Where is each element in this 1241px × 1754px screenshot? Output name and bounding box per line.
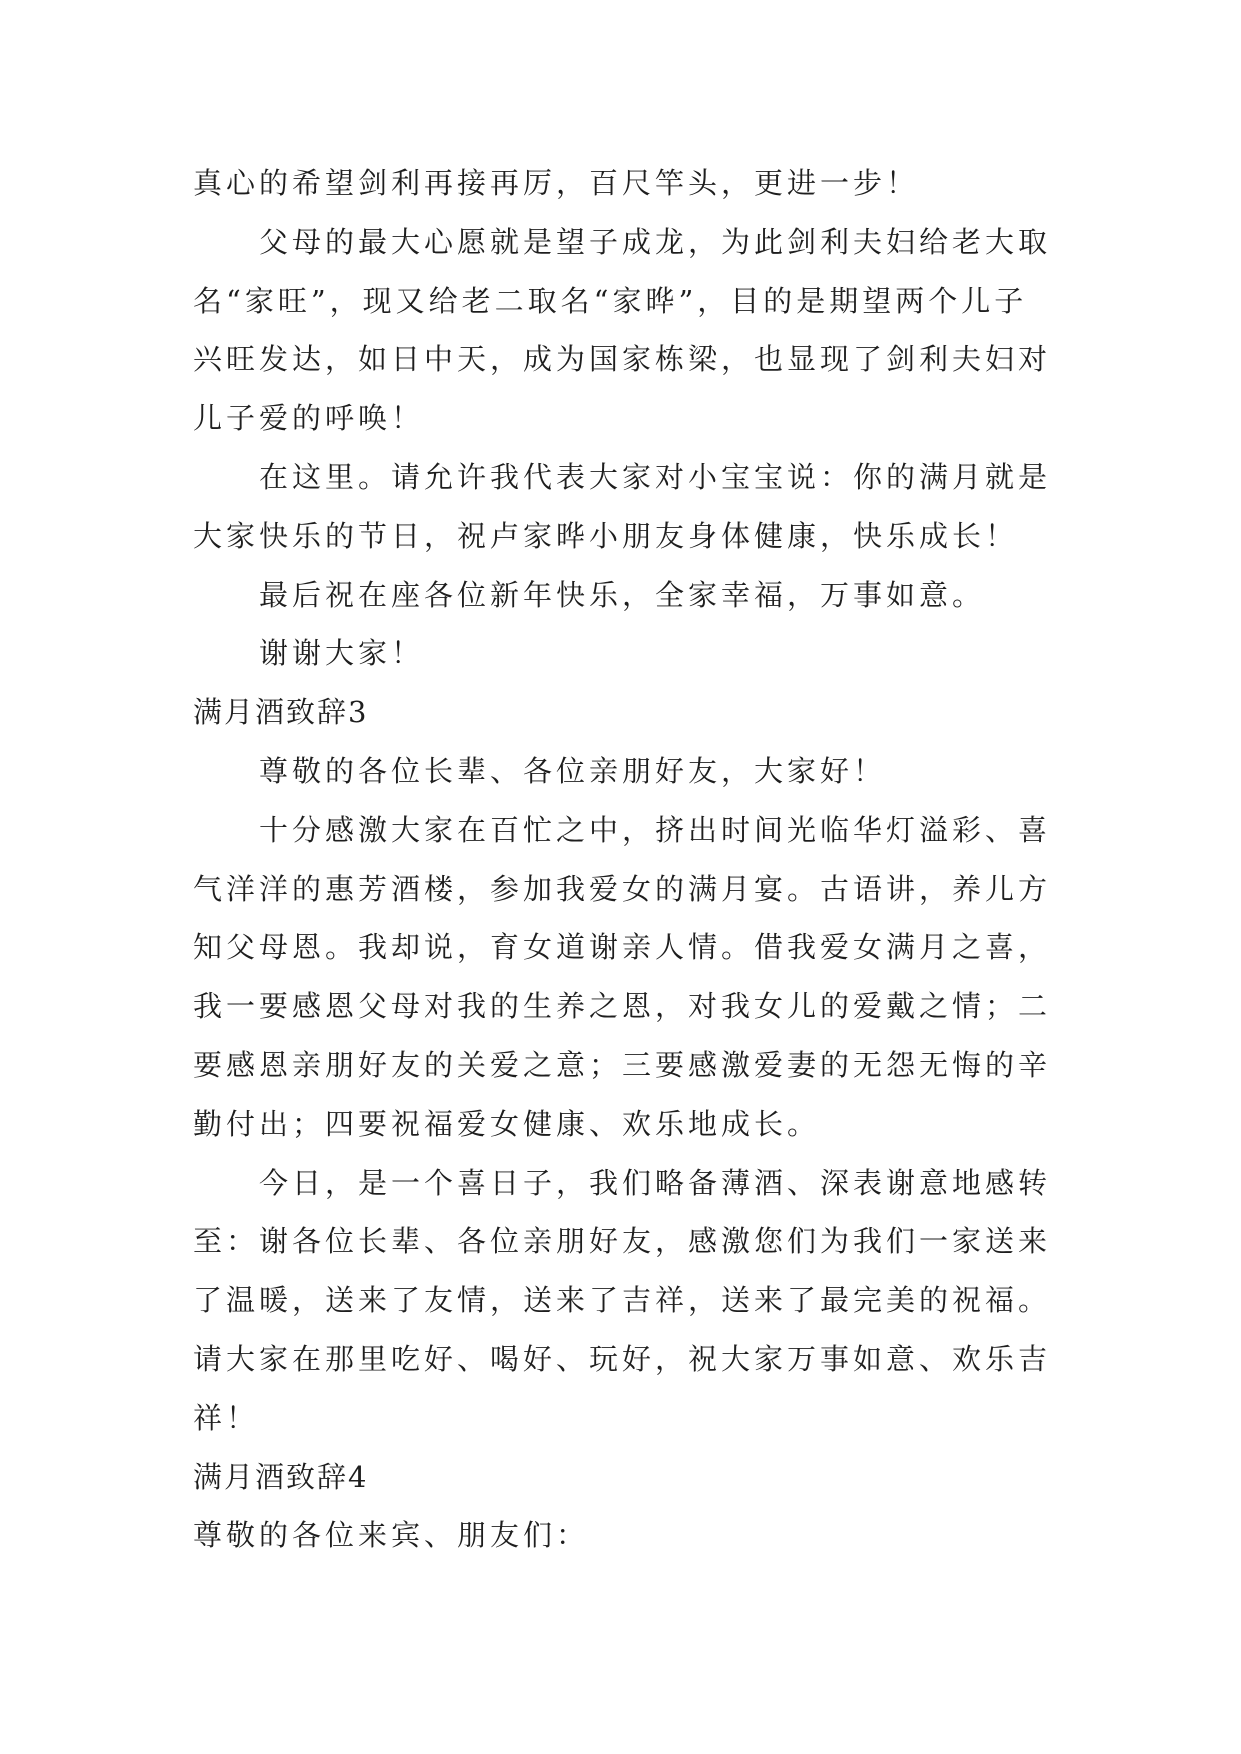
paragraph-line: 今日，是一个喜日子，我们略备薄酒、深表谢意地感转 xyxy=(259,1165,1052,1200)
document-body xyxy=(193,154,1153,1565)
paragraph-line: 祥！ xyxy=(193,1400,260,1435)
paragraph-line: 最后祝在座各位新年快乐，全家幸福，万事如意。 xyxy=(259,577,986,612)
paragraph-line: 儿子爱的呼唤！ xyxy=(193,401,425,436)
paragraph-line: 了温暖，送来了友情，送来了吉祥，送来了最完美的祝福。 xyxy=(193,1283,1052,1318)
paragraph-line: 至：谢各位长辈、各位亲朋好友，感激您们为我们一家送来 xyxy=(193,1224,1052,1259)
paragraph-line: 尊敬的各位来宾、朋友们： xyxy=(193,1518,590,1553)
paragraph-line: 知父母恩。我却说，育女道谢亲人情。借我爱女满月之喜， xyxy=(193,930,1052,965)
paragraph-line: 气洋洋的惠芳酒楼，参加我爱女的满月宴。古语讲，养儿方 xyxy=(193,871,1052,906)
paragraph-line: 我一要感恩父母对我的生养之恩，对我女儿的爱戴之情；二 xyxy=(193,989,1052,1024)
paragraph-line: 要感恩亲朋好友的关爱之意；三要感激爱妻的无怨无悔的辛 xyxy=(193,1047,1052,1082)
section-heading: 满月酒致辞4 xyxy=(193,1459,369,1494)
paragraph-line: 尊敬的各位长辈、各位亲朋好友，大家好！ xyxy=(259,753,887,788)
paragraph-line: 兴旺发达，如日中天，成为国家栋梁，也显现了剑利夫妇对 xyxy=(193,342,1052,377)
paragraph-line: 真心的希望剑利再接再厉，百尺竿头，更进一步！ xyxy=(193,166,920,200)
paragraph-line: 十分感激大家在百忙之中，挤出时间光临华灯溢彩、喜 xyxy=(259,812,1052,847)
paragraph-line: 在这里。请允许我代表大家对小宝宝说：你的满月就是 xyxy=(259,459,1052,494)
paragraph-line: 名“家旺”，现又给老二取名“家晔”，目的是期望两个儿子 xyxy=(193,283,1028,318)
paragraph-line: 请大家在那里吃好、喝好、玩好，祝大家万事如意、欢乐吉 xyxy=(193,1341,1052,1376)
section-heading: 满月酒致辞3 xyxy=(193,695,369,730)
paragraph-line: 大家快乐的节日，祝卢家晔小朋友身体健康，快乐成长！ xyxy=(193,518,1019,553)
paragraph-line: 谢谢大家！ xyxy=(259,636,425,671)
paragraph-line: 父母的最大心愿就是望子成龙，为此剑利夫妇给老大取 xyxy=(259,224,1052,259)
paragraph-line: 勤付出；四要祝福爱女健康、欢乐地成长。 xyxy=(193,1106,821,1141)
